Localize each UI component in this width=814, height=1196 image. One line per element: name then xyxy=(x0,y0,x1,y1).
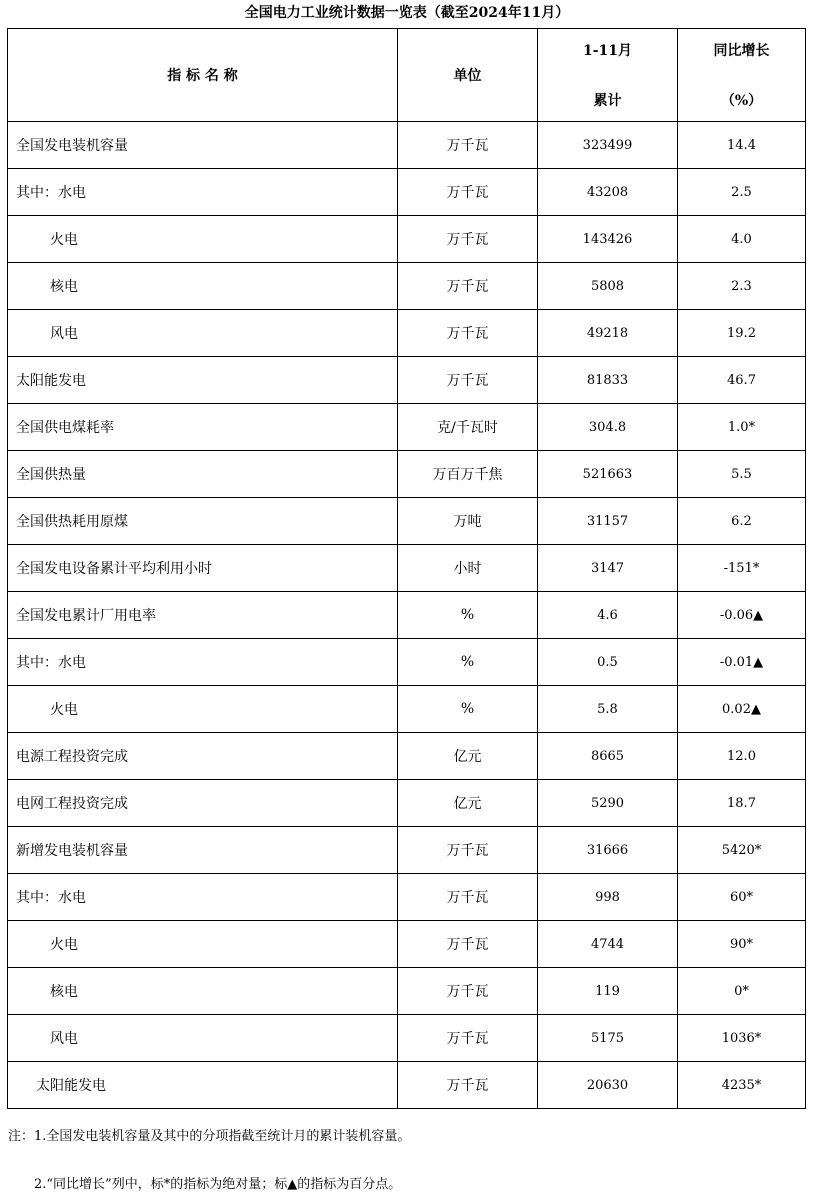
unit-cell: 万千瓦 xyxy=(398,263,538,310)
unit-cell: % xyxy=(398,592,538,639)
unit-cell: 万千瓦 xyxy=(398,874,538,921)
table-row xyxy=(8,827,806,874)
growth-value-cell: 1036* xyxy=(678,1015,806,1062)
indicator-name-cell: 火电 xyxy=(8,921,398,968)
table-row xyxy=(8,216,806,263)
indicator-name-cell: 风电 xyxy=(8,310,398,357)
cumulative-value-cell: 20630 xyxy=(538,1062,678,1109)
table-row xyxy=(8,592,806,639)
indicator-name-cell: 全国发电设备累计平均利用小时 xyxy=(8,545,398,592)
growth-value-cell: 14.4 xyxy=(678,122,806,169)
table-row xyxy=(8,733,806,780)
table-row xyxy=(8,686,806,733)
cumulative-value-cell: 3147 xyxy=(538,545,678,592)
unit-cell: % xyxy=(398,639,538,686)
cumulative-value-cell: 31666 xyxy=(538,827,678,874)
table-row xyxy=(8,169,806,216)
unit-cell: 亿元 xyxy=(398,780,538,827)
cumulative-value-cell: 5808 xyxy=(538,263,678,310)
growth-value-cell: 1.0* xyxy=(678,404,806,451)
unit-cell: 万千瓦 xyxy=(398,827,538,874)
unit-cell: 万吨 xyxy=(398,498,538,545)
cumulative-value-cell: 49218 xyxy=(538,310,678,357)
indicator-name-cell: 风电 xyxy=(8,1015,398,1062)
header-indicator-name: 指 标 名 称 xyxy=(8,29,398,122)
table-row xyxy=(8,404,806,451)
table-row xyxy=(8,639,806,686)
growth-value-cell: 5420* xyxy=(678,827,806,874)
cumulative-value-cell: 323499 xyxy=(538,122,678,169)
cumulative-value-cell: 119 xyxy=(538,968,678,1015)
growth-value-cell: 19.2 xyxy=(678,310,806,357)
table-row xyxy=(8,498,806,545)
growth-value-cell: 2.3 xyxy=(678,263,806,310)
table-row xyxy=(8,780,806,827)
indicator-name-cell: 其中：水电 xyxy=(8,169,398,216)
cumulative-value-cell: 4.6 xyxy=(538,592,678,639)
indicator-name-cell: 核电 xyxy=(8,263,398,310)
unit-cell: 万千瓦 xyxy=(398,122,538,169)
indicator-name-cell: 太阳能发电 xyxy=(8,357,398,404)
indicator-name-cell: 核电 xyxy=(8,968,398,1015)
header-growth xyxy=(678,29,806,122)
unit-cell: 万千瓦 xyxy=(398,921,538,968)
unit-cell: 万千瓦 xyxy=(398,357,538,404)
header-growth-line1: 同比增长 xyxy=(713,43,770,59)
growth-value-cell: 90* xyxy=(678,921,806,968)
footnotes xyxy=(8,1128,808,1192)
cumulative-value-cell: 81833 xyxy=(538,357,678,404)
footnote-2: 2.“同比增长”列中，标*的指标为绝对量；标▲的指标为百分点。 xyxy=(34,1177,402,1192)
indicator-name-cell: 全国供热量 xyxy=(8,451,398,498)
indicator-name-cell: 火电 xyxy=(8,686,398,733)
unit-cell: 万千瓦 xyxy=(398,216,538,263)
table-row xyxy=(8,357,806,404)
unit-cell: 万千瓦 xyxy=(398,169,538,216)
cumulative-value-cell: 5175 xyxy=(538,1015,678,1062)
unit-cell: % xyxy=(398,686,538,733)
table-row xyxy=(8,122,806,169)
table-row xyxy=(8,921,806,968)
cumulative-value-cell: 5.8 xyxy=(538,686,678,733)
indicator-name-cell: 全国供热耗用原煤 xyxy=(8,498,398,545)
cumulative-value-cell: 521663 xyxy=(538,451,678,498)
statistics-table xyxy=(7,28,806,1109)
header-cumulative xyxy=(538,29,678,122)
table-header-row xyxy=(8,29,806,122)
header-unit: 单位 xyxy=(398,29,538,122)
growth-value-cell: 2.5 xyxy=(678,169,806,216)
indicator-name-cell: 全国发电装机容量 xyxy=(8,122,398,169)
growth-value-cell: -0.06▲ xyxy=(678,592,806,639)
cumulative-value-cell: 0.5 xyxy=(538,639,678,686)
indicator-name-cell: 电源工程投资完成 xyxy=(8,733,398,780)
table-row xyxy=(8,874,806,921)
indicator-name-cell: 太阳能发电 xyxy=(8,1062,398,1109)
indicator-name-cell: 其中：水电 xyxy=(8,639,398,686)
cumulative-value-cell: 5290 xyxy=(538,780,678,827)
unit-cell: 万千瓦 xyxy=(398,310,538,357)
indicator-name-cell: 全国供电煤耗率 xyxy=(8,404,398,451)
indicator-name-cell: 新增发电装机容量 xyxy=(8,827,398,874)
cumulative-value-cell: 4744 xyxy=(538,921,678,968)
cumulative-value-cell: 143426 xyxy=(538,216,678,263)
growth-value-cell: 18.7 xyxy=(678,780,806,827)
page-title: 全国电力工业统计数据一览表（截至2024年11月） xyxy=(244,5,570,21)
indicator-name-cell: 其中：水电 xyxy=(8,874,398,921)
growth-value-cell: -151* xyxy=(678,545,806,592)
cumulative-value-cell: 998 xyxy=(538,874,678,921)
growth-value-cell: 60* xyxy=(678,874,806,921)
cumulative-value-cell: 31157 xyxy=(538,498,678,545)
unit-cell: 万千瓦 xyxy=(398,968,538,1015)
growth-value-cell: 4235* xyxy=(678,1062,806,1109)
unit-cell: 克/千瓦时 xyxy=(398,404,538,451)
cumulative-value-cell: 8665 xyxy=(538,733,678,780)
unit-cell: 万千瓦 xyxy=(398,1015,538,1062)
table-row xyxy=(8,451,806,498)
indicator-name-cell: 火电 xyxy=(8,216,398,263)
footnote-1: 注：1.全国发电装机容量及其中的分项指截至统计月的累计装机容量。 xyxy=(8,1129,411,1144)
header-growth-line2: （%） xyxy=(720,93,763,109)
indicator-name-cell: 电网工程投资完成 xyxy=(8,780,398,827)
growth-value-cell: 4.0 xyxy=(678,216,806,263)
unit-cell: 亿元 xyxy=(398,733,538,780)
header-cumulative-line2: 累计 xyxy=(593,93,622,109)
growth-value-cell: -0.01▲ xyxy=(678,639,806,686)
cumulative-value-cell: 304.8 xyxy=(538,404,678,451)
unit-cell: 万百万千焦 xyxy=(398,451,538,498)
growth-value-cell: 5.5 xyxy=(678,451,806,498)
growth-value-cell: 12.0 xyxy=(678,733,806,780)
table-row xyxy=(8,310,806,357)
table-row xyxy=(8,263,806,310)
table-row xyxy=(8,968,806,1015)
growth-value-cell: 0.02▲ xyxy=(678,686,806,733)
unit-cell: 万千瓦 xyxy=(398,1062,538,1109)
growth-value-cell: 46.7 xyxy=(678,357,806,404)
indicator-name-cell: 全国发电累计厂用电率 xyxy=(8,592,398,639)
table-row xyxy=(8,1062,806,1109)
cumulative-value-cell: 43208 xyxy=(538,169,678,216)
header-cumulative-line1: 1-11月 xyxy=(582,43,633,59)
growth-value-cell: 0* xyxy=(678,968,806,1015)
table-row xyxy=(8,545,806,592)
unit-cell: 小时 xyxy=(398,545,538,592)
growth-value-cell: 6.2 xyxy=(678,498,806,545)
table-row xyxy=(8,1015,806,1062)
